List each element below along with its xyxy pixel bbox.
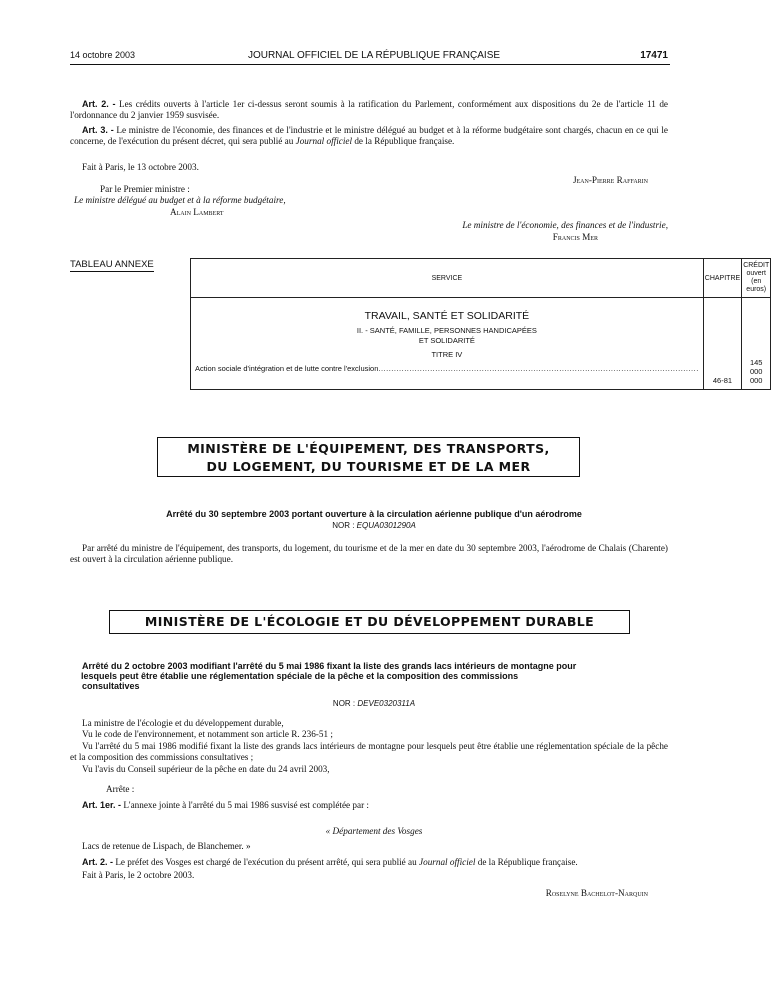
col-header-service: SERVICE <box>191 259 704 298</box>
nor-label: NOR : <box>332 521 355 530</box>
header-title: JOURNAL OFFICIEL DE LA RÉPUBLIQUE FRANÇAISE <box>247 50 501 61</box>
chapter-description-text: Action sociale d'intégration et de lutte contre l'exclusion <box>195 364 379 373</box>
credits-table <box>190 258 771 390</box>
ministry-equipement-line2: DU LOGEMENT, DU TOURISME ET DE LA MER <box>206 459 531 474</box>
chapter-description: Action sociale d'intégration et de lutte contre l'exclusion............................................................................................................................ <box>195 364 699 373</box>
article-2b-text-end: de la République française. <box>477 857 578 867</box>
service-cell <box>191 298 704 390</box>
titre-heading: TITRE IV <box>431 350 463 359</box>
article-2b-label: Art. 2. - <box>82 857 114 867</box>
fait-a-paris-1: Fait à Paris, le 13 octobre 2003. <box>82 162 199 172</box>
arrete-aerodrome-nor <box>0 521 748 530</box>
chapitre-cell: 46-81 <box>703 298 741 390</box>
tableau-annexe-label: TABLEAU ANNEXE <box>70 259 154 270</box>
ministry-box-ecologie: MINISTÈRE DE L'ÉCOLOGIE ET DU DÉVELOPPEMENT DURABLE <box>109 610 630 634</box>
signature-lambert: Alain Lambert <box>170 207 224 217</box>
article-1-text: L'annexe jointe à l'arrêté du 5 mai 1986 susvisé est complétée par : <box>123 800 369 810</box>
ministry-box-equipement <box>157 437 580 477</box>
article-3-label: Art. 3. - <box>82 125 114 135</box>
article-2b-text: Le préfet des Vosges est chargé de l'exécution du présent arrêté, qui sera publié au <box>115 857 417 867</box>
article-1-label: Art. 1er. - <box>82 800 122 810</box>
section-heading: II. - SANTÉ, FAMILLE, PERSONNES HANDICAPÉES ET SOLIDARITÉ <box>356 326 537 345</box>
visa-1: La ministre de l'écologie et du développement durable, <box>82 718 284 728</box>
header-page-number: 17471 <box>640 50 668 61</box>
article-3-journal: Journal officiel <box>295 136 353 146</box>
header-date: 14 octobre 2003 <box>70 50 136 60</box>
arrete-aerodrome-title: Arrêté du 30 septembre 2003 portant ouverture à la circulation aérienne publique d'un aérodrome <box>166 509 582 519</box>
article-2-text: Les crédits ouverts à l'article 1er ci-dessus seront soumis à la ratification du Parlement, conformément aux dispositions du 2e de l'article 11 de l'ordonnance du 2 janvier 1959 susvisée. <box>70 99 669 120</box>
departement-vosges: « Département des Vosges <box>325 826 423 836</box>
credit-cell: 145 000 000 <box>742 298 771 390</box>
ministre-economie-title: Le ministre de l'économie, des finances et de l'industrie, <box>462 220 668 230</box>
visa-3: Vu l'arrêté du 5 mai 1986 modifié fixant la liste des grands lacs intérieurs de montagne pour lesquels peut être établie une réglementation spéciale de la pêche et la composition des commissions consultatives ; <box>70 741 668 762</box>
article-2b-paragraph <box>70 857 668 868</box>
arrete-lacs-title-line3: consultatives <box>82 681 140 691</box>
arrete-lacs-title <box>82 661 668 691</box>
nor-label-2: NOR : <box>332 699 356 708</box>
ministre-delegue-title: Le ministre délégué au budget et à la réforme budgétaire, <box>74 195 286 205</box>
col-header-chapitre: CHAPITRE <box>703 259 741 298</box>
nor-value: EQUA0301290A <box>356 521 416 530</box>
arrete-lacs-nor <box>0 699 748 708</box>
nor-value-2: DEVE0320311A <box>357 699 416 708</box>
article-2-paragraph <box>70 99 668 121</box>
col-header-credit: CRÉDIT ouvert (en euros) <box>742 259 771 298</box>
visa-4: Vu l'avis du Conseil supérieur de la pêche en date du 24 avril 2003, <box>82 764 330 774</box>
article-3-paragraph <box>70 125 668 147</box>
lacs-retenue: Lacs de retenue de Lispach, de Blanchemer. » <box>82 841 251 851</box>
arrete-aerodrome-text: Par arrêté du ministre de l'équipement, des transports, du logement, du tourisme et de la mer en date du 30 septembre 2003, l'aérodrome de Chalais (Charente) est ouvert à la circulation aérienne publique. <box>70 543 668 564</box>
article-3-text: Le ministre de l'économie, des finances et de l'industrie et le ministre délégué au budget et à la réforme budgétaire sont chargés, chacun en ce qui le concerne, de l'exécution du présent décret, qui sera publié au <box>70 125 668 146</box>
arrete-word: Arrête : <box>106 784 135 794</box>
par-le-premier-ministre: Par le Premier ministre : <box>100 184 190 194</box>
arrete-lacs-title-line1: Arrêté du 2 octobre 2003 modifiant l'arrêté du 5 mai 1986 fixant la liste des grands lacs intérieurs de montagne pour <box>82 661 577 671</box>
signature-bachelot: Roselyne Bachelot-Narquin <box>545 888 648 898</box>
arrete-lacs-title-line2: lesquels peut être établie une réglementation spéciale de la pêche et la composition des commissions <box>81 671 519 681</box>
ministry-heading: TRAVAIL, SANTÉ ET SOLIDARITÉ <box>364 310 530 322</box>
fait-a-paris-2: Fait à Paris, le 2 octobre 2003. <box>82 870 195 880</box>
header-rule <box>70 64 670 65</box>
signature-mer: Francis Mer <box>552 232 598 242</box>
article-3-text-end: de la République française. <box>354 136 455 146</box>
article-2b-journal: Journal officiel <box>419 857 476 867</box>
article-2-label: Art. 2. - <box>82 99 116 109</box>
visa-2: Vu le code de l'environnement, et notamment son article R. 236-51 ; <box>82 729 333 739</box>
ministry-equipement-line1: MINISTÈRE DE L'ÉQUIPEMENT, DES TRANSPORTS, <box>187 441 550 456</box>
article-1-paragraph <box>70 800 668 811</box>
signature-raffarin: Jean-Pierre Raffarin <box>572 175 648 185</box>
